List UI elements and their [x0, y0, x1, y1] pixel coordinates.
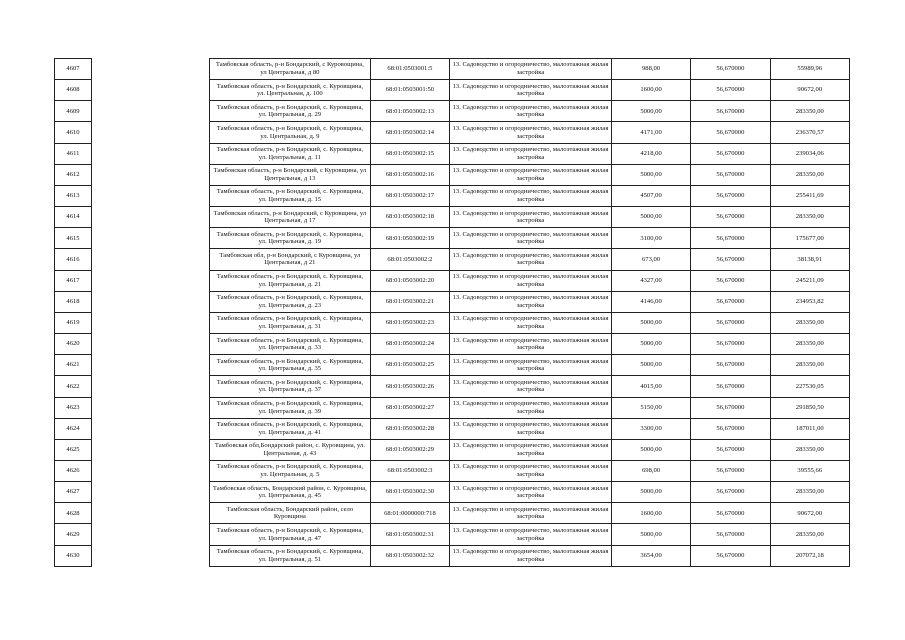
land-plots-table — [209, 58, 850, 567]
rate-cell: 56,670000 — [691, 122, 770, 143]
cadastral-value-cell: 283350,00 — [770, 207, 849, 228]
cadastral-value-cell: 239034,06 — [770, 143, 849, 164]
rate-cell: 56,670000 — [691, 164, 770, 185]
row-number-row — [55, 185, 92, 206]
address-cell: Тамбовская область, р-н Бондарский, с Куровщина, ул Центральная, д 17 — [210, 207, 371, 228]
rate-cell: 56,670000 — [691, 376, 770, 397]
land-use-cell: 13. Садоводство и огородничество, малоэтажная жилая застройка — [450, 270, 612, 291]
address-cell: Тамбовская область, р-н Бондарский, с. Куровщина, ул. Центральная, д. 15 — [210, 185, 371, 206]
cadastral-number-cell: 68:01:0503002:14 — [370, 122, 449, 143]
area-cell: 5000,00 — [611, 101, 690, 122]
land-use-cell: 13. Садоводство и огородничество, малоэтажная жилая застройка — [450, 164, 612, 185]
cadastral-value-cell: 236370,57 — [770, 122, 849, 143]
cadastral-number-cell: 68:01:0503002:17 — [370, 185, 449, 206]
rate-cell: 56,670000 — [691, 59, 770, 80]
address-cell: Тамбовская область, Бондарский район, село Куровщина — [210, 503, 371, 524]
cadastral-value-cell: 283350,00 — [770, 164, 849, 185]
table-row — [210, 80, 850, 101]
cadastral-value-cell: 283350,00 — [770, 312, 849, 333]
cadastral-value-cell: 207072,18 — [770, 545, 849, 566]
cadastral-number-cell: 68:01:0503002:28 — [370, 418, 449, 439]
table-row — [210, 545, 850, 566]
land-use-cell: 13. Садоводство и огородничество, малоэтажная жилая застройка — [450, 207, 612, 228]
area-cell: 5150,00 — [611, 397, 690, 418]
rate-cell: 56,670000 — [691, 101, 770, 122]
rate-cell: 56,670000 — [691, 270, 770, 291]
table-row — [210, 228, 850, 249]
row-number-cell: 4618 — [55, 291, 92, 312]
row-number-cell: 4627 — [55, 482, 92, 503]
cadastral-value-cell: 283350,00 — [770, 334, 849, 355]
table-row — [210, 59, 850, 80]
cadastral-number-cell: 68:01:0503002:25 — [370, 355, 449, 376]
row-number-cell: 4628 — [55, 503, 92, 524]
table-row — [210, 376, 850, 397]
rate-cell: 56,670000 — [691, 545, 770, 566]
land-use-cell: 13. Садоводство и огородничество, малоэтажная жилая застройка — [450, 397, 612, 418]
table-row — [210, 418, 850, 439]
row-number-cell: 4630 — [55, 545, 92, 566]
row-number-row — [55, 312, 92, 333]
cadastral-number-cell: 68:01:0503002:13 — [370, 101, 449, 122]
address-cell: Тамбовская обл,Бондарский район, с. Куровщина, ул. Центральная, д. 43 — [210, 439, 371, 460]
rate-cell: 56,670000 — [691, 355, 770, 376]
row-number-cell: 4614 — [55, 207, 92, 228]
row-number-row — [55, 376, 92, 397]
cadastral-number-cell: 68:01:0503002:18 — [370, 207, 449, 228]
address-cell: Тамбовская область, р-н Бондарский, с. Куровщина, ул. Центральная, д. 11 — [210, 143, 371, 164]
cadastral-value-cell: 90672,00 — [770, 80, 849, 101]
row-number-cell: 4613 — [55, 185, 92, 206]
area-cell: 698,00 — [611, 460, 690, 481]
row-number-cell: 4629 — [55, 524, 92, 545]
table-row — [210, 291, 850, 312]
cadastral-value-cell: 245211,09 — [770, 270, 849, 291]
cadastral-value-cell: 283350,00 — [770, 355, 849, 376]
row-number-row — [55, 207, 92, 228]
table-row — [210, 185, 850, 206]
rate-cell: 56,670000 — [691, 524, 770, 545]
row-number-cell: 4610 — [55, 122, 92, 143]
table-row — [210, 482, 850, 503]
area-cell: 3100,00 — [611, 228, 690, 249]
table-row — [210, 164, 850, 185]
cadastral-number-cell: 68:01:0503002:20 — [370, 270, 449, 291]
cadastral-number-cell: 68:01:0503002:30 — [370, 482, 449, 503]
area-cell: 673,00 — [611, 249, 690, 270]
cadastral-number-cell: 68:01:0503002:31 — [370, 524, 449, 545]
cadastral-value-cell: 283350,00 — [770, 482, 849, 503]
cadastral-number-cell: 68:01:0503002:19 — [370, 228, 449, 249]
row-number-cell: 4626 — [55, 460, 92, 481]
table-row — [210, 439, 850, 460]
row-number-cell: 4608 — [55, 80, 92, 101]
land-use-cell: 13. Садоводство и огородничество, малоэтажная жилая застройка — [450, 545, 612, 566]
address-cell: Тамбовская область, р-н Бондарский, с. Куровщина, ул. Центральная, д. 19 — [210, 228, 371, 249]
table-row — [210, 524, 850, 545]
table-row — [210, 503, 850, 524]
row-number-cell: 4607 — [55, 59, 92, 80]
cadastral-number-cell: 68:01:0503002:2 — [370, 249, 449, 270]
rate-cell: 56,670000 — [691, 80, 770, 101]
address-cell: Тамбовская область, р-н Бондарский, с. Куровщина, ул. Центральная, д. 39 — [210, 397, 371, 418]
rate-cell: 56,670000 — [691, 228, 770, 249]
land-use-cell: 13. Садоводство и огородничество, малоэтажная жилая застройка — [450, 376, 612, 397]
address-cell: Тамбовская область, р-н Бондарский, с. Куровщина, ул. Центральная, д. 47 — [210, 524, 371, 545]
land-use-cell: 13. Садоводство и огородничество, малоэтажная жилая застройка — [450, 439, 612, 460]
land-use-cell: 13. Садоводство и огородничество, малоэтажная жилая застройка — [450, 101, 612, 122]
table-row — [210, 460, 850, 481]
land-use-cell: 13. Садоводство и огородничество, малоэтажная жилая застройка — [450, 460, 612, 481]
area-cell: 5000,00 — [611, 439, 690, 460]
land-use-cell: 13. Садоводство и огородничество, малоэтажная жилая застройка — [450, 503, 612, 524]
row-number-row — [55, 291, 92, 312]
table-row — [210, 355, 850, 376]
rate-cell: 56,670000 — [691, 439, 770, 460]
land-use-cell: 13. Садоводство и огородничество, малоэтажная жилая застройка — [450, 80, 612, 101]
land-use-cell: 13. Садоводство и огородничество, малоэтажная жилая застройка — [450, 122, 612, 143]
cadastral-number-cell: 68:01:0503002:32 — [370, 545, 449, 566]
row-number-column — [54, 58, 92, 567]
row-number-cell: 4611 — [55, 143, 92, 164]
rate-cell: 56,670000 — [691, 143, 770, 164]
row-number-row — [55, 545, 92, 566]
rate-cell: 56,670000 — [691, 397, 770, 418]
area-cell: 5000,00 — [611, 334, 690, 355]
row-number-cell: 4623 — [55, 397, 92, 418]
row-number-row — [55, 418, 92, 439]
table-row — [210, 207, 850, 228]
area-cell: 4327,00 — [611, 270, 690, 291]
address-cell: Тамбовская обл, р-н Бондарский, с Куровщина, ул Центральная, д 21 — [210, 249, 371, 270]
address-cell: Тамбовская область, р-н Бондарский, с Куровощина, ул Центральная, д 80 — [210, 59, 371, 80]
land-use-cell: 13. Садоводство и огородничество, малоэтажная жилая застройка — [450, 418, 612, 439]
cadastral-value-cell: 291850,50 — [770, 397, 849, 418]
row-number-cell: 4619 — [55, 312, 92, 333]
row-number-cell: 4620 — [55, 334, 92, 355]
rate-cell: 56,670000 — [691, 185, 770, 206]
row-number-row — [55, 503, 92, 524]
area-cell: 1600,00 — [611, 503, 690, 524]
address-cell: Тамбовская область, р-н Бондарский, с. Куровщина, ул. Центральная, д. 21 — [210, 270, 371, 291]
cadastral-value-cell: 255411,69 — [770, 185, 849, 206]
row-number-cell: 4612 — [55, 164, 92, 185]
cadastral-value-cell: 187011,00 — [770, 418, 849, 439]
cadastral-value-cell: 39555,66 — [770, 460, 849, 481]
cadastral-value-cell: 55989,96 — [770, 59, 849, 80]
address-cell: Тамбовская область, р-н Бондарский, с. Куровщина, ул. Центральная, д. 9 — [210, 122, 371, 143]
row-number-cell: 4617 — [55, 270, 92, 291]
address-cell: Тамбовская область, р-н Бондарский, с. Куровщина, ул. Центральная, д. 5 — [210, 460, 371, 481]
rate-cell: 56,670000 — [691, 312, 770, 333]
land-use-cell: 13. Садоводство и огородничество, малоэтажная жилая застройка — [450, 524, 612, 545]
area-cell: 4507,00 — [611, 185, 690, 206]
address-cell: Тамбовская область, р-н Бондарский, с. Куровщина, ул. Центральная, д. 37 — [210, 376, 371, 397]
address-cell: Тамбовская область, р-н Бондарский, с. Куровщина, ул. Центральная, д. 41 — [210, 418, 371, 439]
row-number-cell: 4621 — [55, 355, 92, 376]
area-cell: 4218,00 — [611, 143, 690, 164]
address-cell: Тамбовская область, р-н Бондарский, с. Куровщина, ул. Центральная, д. 29 — [210, 101, 371, 122]
area-cell: 5000,00 — [611, 207, 690, 228]
row-number-cell: 4625 — [55, 439, 92, 460]
land-use-cell: 13. Садоводство и огородничество, малоэтажная жилая застройка — [450, 355, 612, 376]
area-cell: 5000,00 — [611, 482, 690, 503]
rate-cell: 56,670000 — [691, 418, 770, 439]
address-cell: Тамбовская область, Бондарский район, с. Куровщина, ул. Центральная, д. 45 — [210, 482, 371, 503]
row-number-row — [55, 101, 92, 122]
cadastral-number-cell: 68:01:0503002:26 — [370, 376, 449, 397]
address-cell: Тамбовская область, р-н Бондарский, с. Куровщина, ул. Центральная, д. 33 — [210, 334, 371, 355]
row-number-row — [55, 439, 92, 460]
cadastral-number-cell: 68:01:0503001:5 — [370, 59, 449, 80]
area-cell: 988,00 — [611, 59, 690, 80]
table-row — [210, 397, 850, 418]
row-number-row — [55, 334, 92, 355]
address-cell: Тамбовская область, р-н Бондарский, с. Куровщина, ул. Центральная, д. 23 — [210, 291, 371, 312]
table-row — [210, 312, 850, 333]
land-use-cell: 13. Садоводство и огородничество, малоэтажная жилая застройка — [450, 185, 612, 206]
row-number-row — [55, 249, 92, 270]
address-cell: Тамбовская область, р-н Бондарский, с. Куровщина, ул. Центральная, д. 31 — [210, 312, 371, 333]
land-use-cell: 13. Садоводство и огородничество, малоэтажная жилая застройка — [450, 143, 612, 164]
area-cell: 3654,00 — [611, 545, 690, 566]
table-row — [210, 101, 850, 122]
cadastral-number-cell: 68:01:0503002:29 — [370, 439, 449, 460]
rate-cell: 56,670000 — [691, 291, 770, 312]
rate-cell: 56,670000 — [691, 503, 770, 524]
land-use-cell: 13. Садоводство и огородничество, малоэтажная жилая застройка — [450, 291, 612, 312]
cadastral-number-cell: 68:01:0503002:3 — [370, 460, 449, 481]
cadastral-value-cell: 234953,82 — [770, 291, 849, 312]
row-number-row — [55, 270, 92, 291]
land-use-cell: 13. Садоводство и огородничество, малоэтажная жилая застройка — [450, 312, 612, 333]
cadastral-value-cell: 38138,91 — [770, 249, 849, 270]
area-cell: 5000,00 — [611, 312, 690, 333]
rate-cell: 56,670000 — [691, 207, 770, 228]
land-use-cell: 13. Садоводство и огородничество, малоэтажная жилая застройка — [450, 59, 612, 80]
address-cell: Тамбовская область, р-н Бондарский, с Куровщина, ул Центральная, д 13 — [210, 164, 371, 185]
cadastral-number-cell: 68:01:0000000:718 — [370, 503, 449, 524]
area-cell: 1600,00 — [611, 80, 690, 101]
cadastral-number-cell: 68:01:0503002:15 — [370, 143, 449, 164]
area-cell: 3300,00 — [611, 418, 690, 439]
cadastral-number-cell: 68:01:0503002:16 — [370, 164, 449, 185]
cadastral-value-cell: 175677,00 — [770, 228, 849, 249]
rate-cell: 56,670000 — [691, 249, 770, 270]
row-number-cell: 4609 — [55, 101, 92, 122]
row-number-row — [55, 80, 92, 101]
row-number-row — [55, 460, 92, 481]
cadastral-number-cell: 68:01:0503002:27 — [370, 397, 449, 418]
cadastral-number-cell: 68:01:0503002:24 — [370, 334, 449, 355]
table-row — [210, 143, 850, 164]
table-row — [210, 334, 850, 355]
cadastral-number-cell: 68:01:0503001:50 — [370, 80, 449, 101]
row-number-cell: 4624 — [55, 418, 92, 439]
table-row — [210, 270, 850, 291]
land-use-cell: 13. Садоводство и огородничество, малоэтажная жилая застройка — [450, 249, 612, 270]
row-number-row — [55, 122, 92, 143]
row-number-row — [55, 355, 92, 376]
area-cell: 4146,00 — [611, 291, 690, 312]
row-number-row — [55, 397, 92, 418]
area-cell: 4171,00 — [611, 122, 690, 143]
area-cell: 5000,00 — [611, 164, 690, 185]
area-cell: 5000,00 — [611, 524, 690, 545]
rate-cell: 56,670000 — [691, 482, 770, 503]
row-number-row — [55, 482, 92, 503]
land-use-cell: 13. Садоводство и огородничество, малоэтажная жилая застройка — [450, 228, 612, 249]
address-cell: Тамбовская область, р-н Бондарский, с. Куровщина, ул. Центральная, д. 100 — [210, 80, 371, 101]
row-number-cell: 4616 — [55, 249, 92, 270]
cadastral-value-cell: 283350,00 — [770, 439, 849, 460]
row-number-row — [55, 59, 92, 80]
rate-cell: 56,670000 — [691, 460, 770, 481]
table-row — [210, 249, 850, 270]
cadastral-value-cell: 90672,00 — [770, 503, 849, 524]
table-row — [210, 122, 850, 143]
area-cell: 4015,00 — [611, 376, 690, 397]
row-number-row — [55, 524, 92, 545]
address-cell: Тамбовская область, р-н Бондарский, с. Куровщина, ул. Центральная, д. 35 — [210, 355, 371, 376]
land-use-cell: 13. Садоводство и огородничество, малоэтажная жилая застройка — [450, 334, 612, 355]
cadastral-number-cell: 68:01:0503002:21 — [370, 291, 449, 312]
cadastral-value-cell: 283350,00 — [770, 524, 849, 545]
row-number-row — [55, 164, 92, 185]
area-cell: 5000,00 — [611, 355, 690, 376]
cadastral-value-cell: 227530,05 — [770, 376, 849, 397]
cadastral-value-cell: 283350,00 — [770, 101, 849, 122]
row-number-row — [55, 143, 92, 164]
land-use-cell: 13. Садоводство и огородничество, малоэтажная жилая застройка — [450, 482, 612, 503]
address-cell: Тамбовская область, р-н Бондарский, с. Куровщина, ул. Центральная, д. 51 — [210, 545, 371, 566]
row-number-cell: 4615 — [55, 228, 92, 249]
rate-cell: 56,670000 — [691, 334, 770, 355]
row-number-cell: 4622 — [55, 376, 92, 397]
row-number-row — [55, 228, 92, 249]
cadastral-number-cell: 68:01:0503002:23 — [370, 312, 449, 333]
